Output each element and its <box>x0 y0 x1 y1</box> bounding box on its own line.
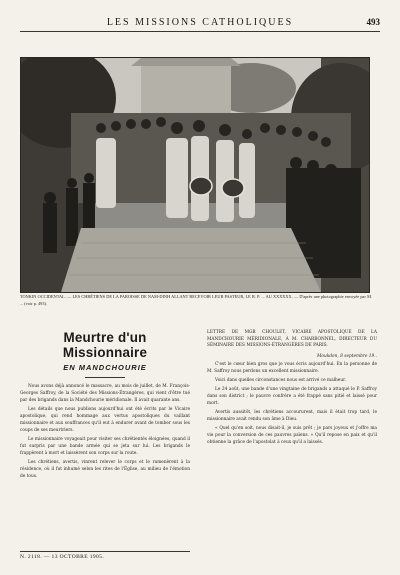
article-subtitle: EN MANDCHOURIE <box>63 363 147 372</box>
photo-caption: TONKIN OCCIDENTAL. — LES CHRÉTIENS DE LA PAROISSE DE NAM-DINH ALLANT RECEVOIR LEUR PASTEUR, LE R. P. ... AU XXXXXX. — D'après une photographie envoyée par M. ... (voir p. 493). <box>20 294 372 306</box>
journal-title: LES MISSIONS CATHOLIQUES <box>106 17 294 28</box>
article-column <box>20 330 190 482</box>
page-header <box>20 17 380 32</box>
letter-paragraph: « Quel qu'en soit, nous disait-il, je suis prêt ; je pars joyeux et j'offre ma vie pour la conversion de ces pauvres païens. » Qu'il repose en paix et qu'il obtienne la grâce de l'apostolat à ceux qu'il a laissés. <box>207 425 377 445</box>
letter-paragraph: Voici dans quelles circonstances nous est arrivé ce malheur. <box>215 377 347 383</box>
letter-heading: LETTRE DE MGR CHOULET, VICAIRE APOSTOLIQUE DE LA MANDCHOURIE MÉRIDIONALE, À M. CHARBONNEL, DIRECTEUR DU SÉMINAIRE DES MISSIONS-ÉTRANGÈRES DE PARIS. <box>207 330 377 349</box>
letter-column <box>207 330 377 448</box>
letter-dateline: Moukden, 8 septembre 19.. <box>316 353 377 359</box>
issue-footer: N. 2118. — 13 OCTOBRE 1905. <box>20 551 190 560</box>
article-paragraph: Les détails que nous publions aujourd'hui ont été écrits par le Vicaire apostolique, qui rend hommage aux vertus apostoliques du vaillant missionnaire et aux souffrances qu'il eut à endurer avant de tomber sous les coups de ses meurtriers. <box>20 407 190 433</box>
title-rule <box>85 377 125 378</box>
page-number: 493 <box>366 17 380 27</box>
photograph <box>20 57 370 293</box>
letter-paragraph: Avertis aussitôt, les chrétiens accoururent, mais il était trop tard, le missionnaire avait rendu son âme à Dieu. <box>207 409 377 422</box>
article-paragraph: Le missionnaire voyageait pour visiter ses chrétientés éloignées, quand il fut surpris par une bande armée qui se jeta sur lui. Les brigands le frappèrent à mort et laissèrent son corps sur la route. <box>20 437 190 456</box>
procession-photo <box>21 58 369 292</box>
article-paragraph: Nous avons déjà annoncé le massacre, au mois de juillet, de M. François-Georges Saffroy, de la Société des Missions-Étrangères, qui vient d'être tué par des brigands dans la Mandchourie méridionale. Il avait quarante ans. <box>20 384 190 403</box>
article-title: Meurtre d'un Missionnaire <box>62 330 148 360</box>
article-paragraph: Les chrétiens, avertis, vinrent relever le corps et le ramenèrent à la résidence, où il fut inhumé selon les rites de l'Église, au milieu de l'émotion de tous. <box>20 460 190 479</box>
letter-paragraph: Le 24 août, une bande d'une vingtaine de brigands a attaqué le P. Saffroy dans son district ; le pauvre confrère a été frappé sans pitié et laissé pour mort. <box>207 386 377 406</box>
letter-paragraph: C'est le cœur bien gros que je vous écris aujourd'hui. En la personne de M. Saffroy nous perdons un excellent missionnaire. <box>207 361 377 374</box>
